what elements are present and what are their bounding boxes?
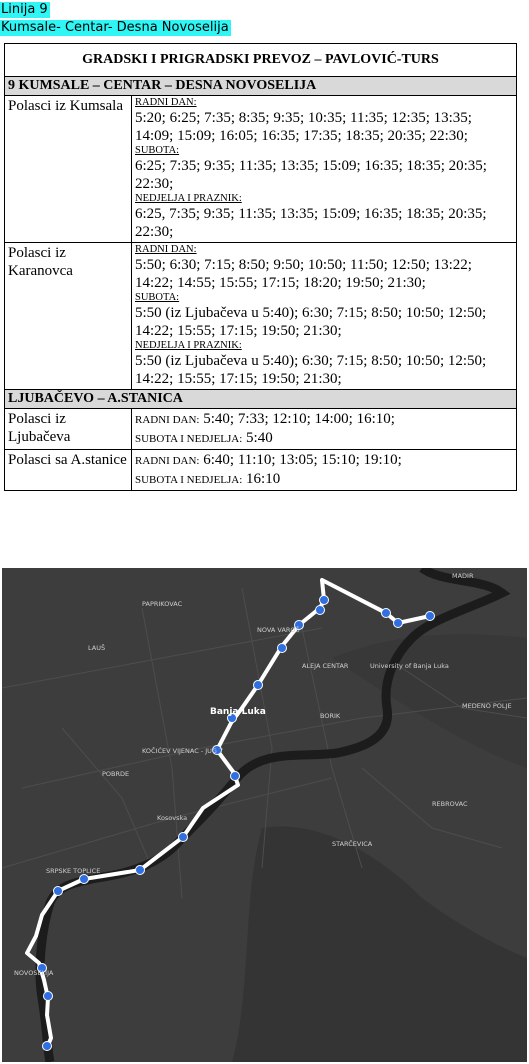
day-label: RADNI DAN: <box>135 244 197 255</box>
table-row <box>5 450 517 491</box>
departure-label: Polasci iz Karanovca <box>5 243 132 390</box>
map-label: University of Banja Luka <box>370 662 449 670</box>
table-row <box>5 243 517 390</box>
day-label: SUBOTA: <box>135 145 180 156</box>
table-row <box>5 96 517 243</box>
departure-label: Polasci iz Kumsala <box>5 96 132 243</box>
day-label: RADNI DAN: <box>135 97 197 108</box>
line-number: Linija 9 <box>1 2 48 17</box>
city-label: Banja Luka <box>210 707 266 717</box>
departure-label: Polasci iz Ljubačeva <box>5 409 132 450</box>
departure-label: Polasci sa A.stanice <box>5 450 132 491</box>
map-label: STARČEVICA <box>332 840 373 848</box>
times-list: 6:25, 7:35; 9:35; 11:35; 13:35; 15:09; 16:35; 18:35; 20:35; 22:30; <box>135 206 487 240</box>
day-label: SUBOTA I NEDJELJA: <box>135 474 243 486</box>
times-list: 16:10 <box>246 471 281 487</box>
times-list: 5:50; 6:30; 7:15; 8:50; 9:50; 10:50; 11:50; 12:50; 13:22; 14:22; 14:55; 15:55; 17:15; 18:20; 19:50; 21:30; <box>135 257 472 291</box>
map-label: ALEJA CENTAR <box>302 662 349 670</box>
departure-times <box>132 243 517 390</box>
times-list: 5:40 <box>246 430 273 446</box>
departure-times <box>132 409 517 450</box>
map-label: REBROVAC <box>432 800 468 808</box>
section-header-line9: 9 KUMSALE – CENTAR – DESNA NOVOSELIJA <box>5 77 517 96</box>
map-label: NOVA VAROŠ <box>257 626 300 634</box>
map-label: BORIK <box>320 712 341 720</box>
map-label: KOČIĆEV VIJENAC - JUG 7 <box>142 747 224 755</box>
map-label: LAUŠ <box>88 644 106 652</box>
times-list: 5:20; 6:25; 7:35; 8:35; 9:35; 10:35; 11:35; 12:35; 13:35; 14:09; 15:09; 16:05; 16:35; 17:35; 18:35; 20:35; 22:30; <box>135 110 472 144</box>
departure-times <box>132 96 517 243</box>
page-header <box>0 0 231 36</box>
day-label: SUBOTA I NEDJELJA: <box>135 433 243 445</box>
day-label: RADNI DAN: <box>135 414 200 426</box>
times-list: 5:50 (iz Ljubačeva u 5:40); 6:30; 7:15; 8:50; 10:50; 12:50; 14:22; 15:55; 17:15; 19:50; 21:30; <box>135 353 487 387</box>
map-label: PAPRIKOVAC <box>142 600 183 608</box>
map-label: MADIR <box>452 572 474 580</box>
day-label: NEDJELJA I PRAZNIK: <box>135 193 242 204</box>
table-row <box>5 409 517 450</box>
day-label: RADNI DAN: <box>135 455 200 467</box>
times-list: 6:25; 7:35; 9:35; 11:35; 13:35; 15:09; 16:35; 18:35; 20:35; 22:30; <box>135 158 487 192</box>
day-label: SUBOTA: <box>135 292 180 303</box>
map-label: NOVOSELIJA <box>14 969 54 977</box>
map-label: SRPSKE TOPLICE <box>46 867 101 875</box>
timetable <box>4 43 517 491</box>
section-header-ljubacevo: LJUBAČEVO – A.STANICA <box>5 390 517 409</box>
departure-times <box>132 450 517 491</box>
map-label: Kosovska <box>157 814 188 822</box>
times-list: 5:40; 7:33; 12:10; 14:00; 16:10; <box>203 411 395 427</box>
times-list: 5:50 (iz Ljubačeva u 5:40); 6:30; 7:15; 8:50; 10:50; 12:50; 14:22; 15:55; 17:15; 19:50; 21:30; <box>135 305 487 339</box>
map-label: MEDENO POLJE <box>462 702 512 710</box>
route-map <box>2 568 527 1062</box>
map-label: POBRDE <box>102 770 130 778</box>
times-list: 6:40; 11:10; 13:05; 15:10; 19:10; <box>203 452 402 468</box>
timetable-title: GRADSKI I PRIGRADSKI PREVOZ – PAVLOVIĆ-TURS <box>5 44 517 77</box>
day-label: NEDJELJA I PRAZNIK: <box>135 340 242 351</box>
route-name: Kumsale- Centar- Desna Novoselija <box>1 20 229 35</box>
